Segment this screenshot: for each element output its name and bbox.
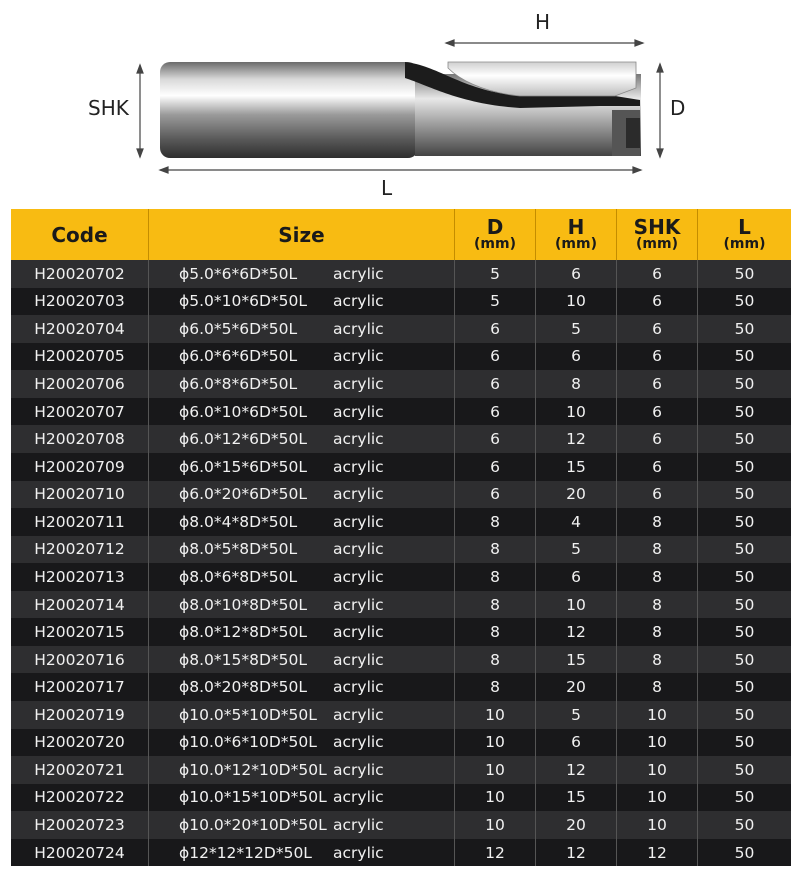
cell-l: 50 <box>734 678 755 697</box>
cell-d: 8 <box>455 646 536 674</box>
cell-d: 6 <box>455 425 536 453</box>
cell-shk: 8 <box>617 508 698 536</box>
table-header <box>11 209 791 260</box>
size-text: ϕ8.0*4*8D*50L <box>179 512 298 531</box>
cell-h: 12 <box>536 756 617 784</box>
dim-label-h: H <box>535 10 551 34</box>
cell-h: 10 <box>536 591 617 619</box>
cell-size <box>149 811 455 839</box>
material-text: acrylic <box>333 512 384 531</box>
cell-h: 6 <box>536 729 617 757</box>
cell-l: 50 <box>734 567 755 586</box>
material-text: acrylic <box>333 485 384 504</box>
cell-h: 15 <box>536 453 617 481</box>
cell-h: 12 <box>536 618 617 646</box>
cell-shk: 6 <box>617 343 698 371</box>
table-row <box>11 756 791 784</box>
size-text: ϕ8.0*10*8D*50L <box>179 595 308 614</box>
cell-h: 4 <box>536 508 617 536</box>
cell-shk: 8 <box>617 563 698 591</box>
cell-h: 8 <box>536 370 617 398</box>
header-h: H (mm) <box>536 209 617 260</box>
header-l: L (mm) <box>723 215 766 252</box>
size-text: ϕ8.0*6*8D*50L <box>179 567 298 586</box>
material-text: acrylic <box>333 678 384 697</box>
table-row <box>11 729 791 757</box>
cell-size <box>149 756 455 784</box>
cell-l: 50 <box>734 733 755 752</box>
table-row <box>11 618 791 646</box>
size-text: ϕ10.0*12*10D*50L <box>179 760 327 779</box>
header-d: D (mm) <box>455 209 536 260</box>
cell-code: H20020720 <box>11 729 149 757</box>
cell-l: 50 <box>734 485 755 504</box>
cell-l: 50 <box>734 430 755 449</box>
material-text: acrylic <box>333 375 384 394</box>
cell-code: H20020721 <box>11 756 149 784</box>
cell-code: H20020712 <box>11 536 149 564</box>
cell-shk: 6 <box>617 398 698 426</box>
table-row <box>11 343 791 371</box>
cell-l: 50 <box>734 347 755 366</box>
size-text: ϕ10.0*15*10D*50L <box>179 788 327 807</box>
cell-code: H20020707 <box>11 398 149 426</box>
material-text: acrylic <box>333 567 384 586</box>
cell-h: 12 <box>536 839 617 867</box>
cell-l: 50 <box>734 705 755 724</box>
size-text: ϕ8.0*5*8D*50L <box>179 540 298 559</box>
cell-shk: 8 <box>617 618 698 646</box>
material-text: acrylic <box>333 402 384 421</box>
cell-h: 5 <box>536 315 617 343</box>
material-text: acrylic <box>333 319 384 338</box>
cell-size <box>149 425 455 453</box>
table-row <box>11 784 791 812</box>
cell-code: H20020702 <box>11 260 149 288</box>
material-text: acrylic <box>333 430 384 449</box>
cell-d: 8 <box>455 673 536 701</box>
header-code: Code <box>11 209 149 260</box>
cell-shk: 10 <box>617 729 698 757</box>
cell-size <box>149 591 455 619</box>
cell-shk: 12 <box>617 839 698 867</box>
cell-size <box>149 343 455 371</box>
cell-d: 6 <box>455 370 536 398</box>
material-text: acrylic <box>333 347 384 366</box>
cell-code: H20020710 <box>11 481 149 509</box>
cell-l: 50 <box>734 540 755 559</box>
cell-shk: 8 <box>617 673 698 701</box>
table-row <box>11 536 791 564</box>
cell-code: H20020709 <box>11 453 149 481</box>
cell-code: H20020705 <box>11 343 149 371</box>
cell-shk: 8 <box>617 646 698 674</box>
cell-h: 20 <box>536 811 617 839</box>
table-row <box>11 260 791 288</box>
cell-l: 50 <box>734 457 755 476</box>
cell-size <box>149 508 455 536</box>
size-text: ϕ8.0*15*8D*50L <box>179 650 308 669</box>
material-text: acrylic <box>333 623 384 642</box>
cell-l: 50 <box>734 292 755 311</box>
material-text: acrylic <box>333 705 384 724</box>
cell-shk: 6 <box>617 453 698 481</box>
cell-d: 8 <box>455 618 536 646</box>
cell-d: 10 <box>455 784 536 812</box>
cell-d: 8 <box>455 563 536 591</box>
table-row <box>11 453 791 481</box>
cell-shk: 10 <box>617 701 698 729</box>
table-row <box>11 288 791 316</box>
size-text: ϕ6.0*20*6D*50L <box>179 485 308 504</box>
cell-h: 20 <box>536 673 617 701</box>
cell-d: 8 <box>455 536 536 564</box>
spec-table <box>11 209 791 866</box>
cell-size <box>149 784 455 812</box>
material-text: acrylic <box>333 788 384 807</box>
cell-size <box>149 701 455 729</box>
cell-d: 10 <box>455 729 536 757</box>
cell-size <box>149 370 455 398</box>
cell-l: 50 <box>734 402 755 421</box>
table-body <box>11 260 791 866</box>
header-shk: SHK (mm) <box>617 209 698 260</box>
cell-code: H20020711 <box>11 508 149 536</box>
material-text: acrylic <box>333 843 384 862</box>
cell-l: 50 <box>734 816 755 835</box>
cell-shk: 6 <box>617 288 698 316</box>
cell-l: 50 <box>734 788 755 807</box>
shank-shape <box>160 62 418 158</box>
cell-shk: 10 <box>617 756 698 784</box>
cell-code: H20020713 <box>11 563 149 591</box>
cell-shk: 6 <box>617 315 698 343</box>
material-text: acrylic <box>333 292 384 311</box>
cell-size <box>149 839 455 867</box>
size-text: ϕ5.0*10*6D*50L <box>179 292 308 311</box>
cell-code: H20020714 <box>11 591 149 619</box>
cell-code: H20020717 <box>11 673 149 701</box>
table-row <box>11 398 791 426</box>
cell-d: 6 <box>455 398 536 426</box>
dim-label-l: L <box>381 176 393 200</box>
material-text: acrylic <box>333 760 384 779</box>
cell-code: H20020716 <box>11 646 149 674</box>
cell-d: 10 <box>455 756 536 784</box>
cell-shk: 8 <box>617 536 698 564</box>
size-text: ϕ8.0*12*8D*50L <box>179 623 308 642</box>
cell-d: 6 <box>455 481 536 509</box>
cell-code: H20020719 <box>11 701 149 729</box>
size-text: ϕ6.0*5*6D*50L <box>179 319 298 338</box>
cell-shk: 8 <box>617 591 698 619</box>
cell-code: H20020723 <box>11 811 149 839</box>
cell-shk: 6 <box>617 481 698 509</box>
material-text: acrylic <box>333 650 384 669</box>
cell-shk: 10 <box>617 811 698 839</box>
cell-l: 50 <box>734 512 755 531</box>
cell-l: 50 <box>734 760 755 779</box>
table-row <box>11 811 791 839</box>
cell-size <box>149 618 455 646</box>
material-text: acrylic <box>333 540 384 559</box>
cell-h: 20 <box>536 481 617 509</box>
cell-h: 6 <box>536 563 617 591</box>
cell-size <box>149 646 455 674</box>
cell-h: 10 <box>536 398 617 426</box>
cell-code: H20020722 <box>11 784 149 812</box>
cell-h: 5 <box>536 701 617 729</box>
dim-label-shk: SHK <box>88 96 129 120</box>
cell-shk: 10 <box>617 784 698 812</box>
table-row <box>11 508 791 536</box>
size-text: ϕ6.0*15*6D*50L <box>179 457 308 476</box>
cell-size <box>149 453 455 481</box>
cell-d: 6 <box>455 343 536 371</box>
cell-code: H20020703 <box>11 288 149 316</box>
cell-code: H20020704 <box>11 315 149 343</box>
cell-d: 10 <box>455 811 536 839</box>
cell-size <box>149 288 455 316</box>
cell-size <box>149 729 455 757</box>
cell-shk: 6 <box>617 260 698 288</box>
cell-h: 15 <box>536 784 617 812</box>
cell-d: 10 <box>455 701 536 729</box>
size-text: ϕ8.0*20*8D*50L <box>179 678 308 697</box>
size-text: ϕ12*12*12D*50L <box>179 843 312 862</box>
material-text: acrylic <box>333 816 384 835</box>
cell-d: 8 <box>455 591 536 619</box>
table-row <box>11 839 791 867</box>
cell-size <box>149 315 455 343</box>
cell-l: 50 <box>734 319 755 338</box>
cell-l: 50 <box>734 264 755 283</box>
size-text: ϕ10.0*5*10D*50L <box>179 705 317 724</box>
cell-size <box>149 563 455 591</box>
material-text: acrylic <box>333 264 384 283</box>
cell-size <box>149 398 455 426</box>
size-text: ϕ6.0*6*6D*50L <box>179 347 298 366</box>
header-size: Size <box>149 209 455 260</box>
table-row <box>11 646 791 674</box>
cell-d: 8 <box>455 508 536 536</box>
size-text: ϕ10.0*6*10D*50L <box>179 733 317 752</box>
material-text: acrylic <box>333 457 384 476</box>
cell-shk: 6 <box>617 425 698 453</box>
table-row <box>11 425 791 453</box>
cell-l: 50 <box>734 623 755 642</box>
cell-size <box>149 536 455 564</box>
size-text: ϕ6.0*10*6D*50L <box>179 402 308 421</box>
table-row <box>11 563 791 591</box>
cell-l: 50 <box>734 595 755 614</box>
cell-d: 5 <box>455 288 536 316</box>
cell-d: 12 <box>455 839 536 867</box>
table-row <box>11 481 791 509</box>
table-row <box>11 370 791 398</box>
dim-label-d: D <box>670 96 686 120</box>
table-row <box>11 315 791 343</box>
cell-h: 5 <box>536 536 617 564</box>
cell-h: 6 <box>536 343 617 371</box>
size-text: ϕ6.0*8*6D*50L <box>179 375 298 394</box>
table-row <box>11 591 791 619</box>
cell-code: H20020724 <box>11 839 149 867</box>
cell-size <box>149 673 455 701</box>
size-text: ϕ6.0*12*6D*50L <box>179 430 308 449</box>
cell-h: 10 <box>536 288 617 316</box>
cell-l: 50 <box>734 375 755 394</box>
cell-h: 6 <box>536 260 617 288</box>
cell-code: H20020708 <box>11 425 149 453</box>
table-row <box>11 673 791 701</box>
size-text: ϕ5.0*6*6D*50L <box>179 264 298 283</box>
size-text: ϕ10.0*20*10D*50L <box>179 816 327 835</box>
cell-size <box>149 260 455 288</box>
cell-l: 50 <box>734 650 755 669</box>
cell-h: 15 <box>536 646 617 674</box>
cell-size <box>149 481 455 509</box>
cell-h: 12 <box>536 425 617 453</box>
cell-code: H20020706 <box>11 370 149 398</box>
cell-d: 5 <box>455 260 536 288</box>
cell-d: 6 <box>455 453 536 481</box>
cell-code: H20020715 <box>11 618 149 646</box>
table-row <box>11 701 791 729</box>
cell-l: 50 <box>734 843 755 862</box>
material-text: acrylic <box>333 733 384 752</box>
material-text: acrylic <box>333 595 384 614</box>
cell-shk: 6 <box>617 370 698 398</box>
cell-d: 6 <box>455 315 536 343</box>
tool-diagram <box>0 0 800 205</box>
